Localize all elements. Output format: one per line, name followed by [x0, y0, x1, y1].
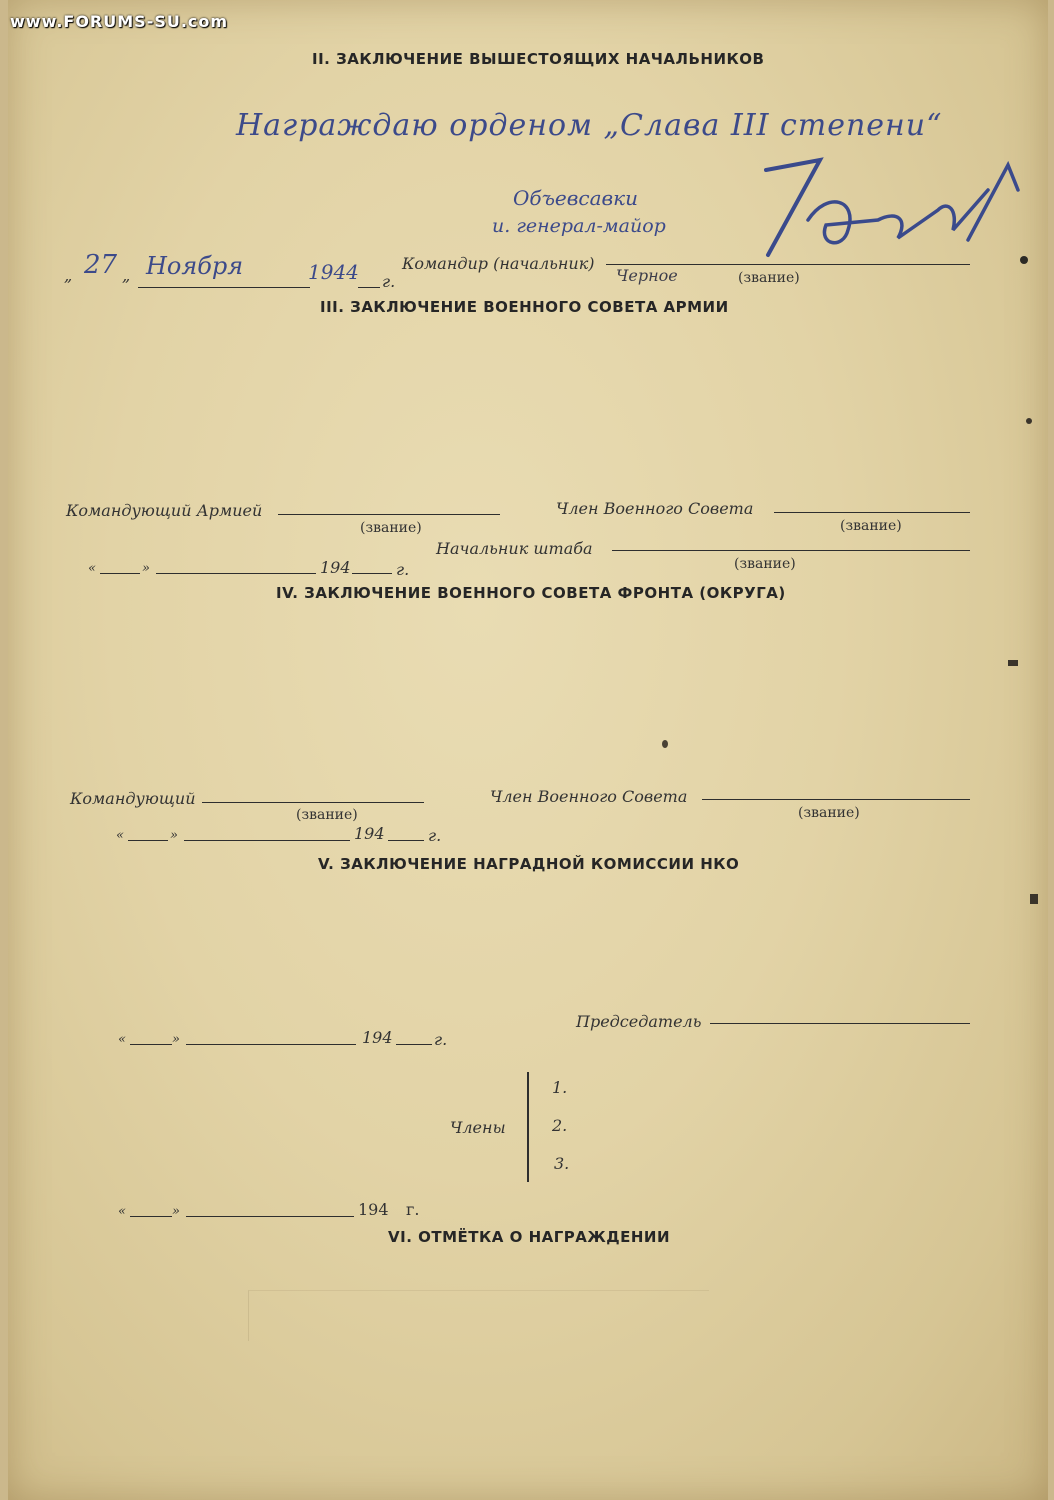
- document-sheet: [8, 0, 1048, 1500]
- front-council-member-rank-label: (звание): [798, 805, 860, 821]
- s4-date-year: 194: [354, 824, 385, 843]
- s5-date2-open: «: [118, 1204, 126, 1219]
- s5-date-close: »: [172, 1032, 180, 1047]
- s3-date-year: 194: [320, 558, 351, 577]
- army-commander-rank-label: (звание): [360, 520, 422, 536]
- member-3-number: 3.: [554, 1154, 570, 1173]
- s4-date-close: »: [170, 828, 178, 843]
- s5-date2-day-line: [130, 1216, 172, 1217]
- front-commander-label: Командующий: [70, 789, 196, 808]
- s5-date-year-line: [396, 1044, 432, 1045]
- commander-name: Черное: [616, 266, 678, 285]
- date-year: 1944: [308, 260, 359, 284]
- handwritten-unit: Объевсавки: [513, 186, 638, 210]
- commander-label: Командир (начальник): [402, 254, 595, 273]
- army-commander-label: Командующий Армией: [66, 501, 263, 520]
- s4-date-open: «: [116, 828, 124, 843]
- watermark-text: www.FORUMS-SU.com: [10, 12, 229, 31]
- punch-hole-mark: [1026, 418, 1032, 424]
- s5-date2-suffix: г.: [406, 1200, 420, 1219]
- s5-date-suffix: г.: [434, 1030, 448, 1049]
- s5-date-year: 194: [362, 1028, 393, 1047]
- chairman-line: [710, 1023, 970, 1024]
- punch-hole-mark: [1008, 660, 1018, 666]
- s5-date2-close: »: [172, 1204, 180, 1219]
- army-commander-line: [278, 514, 500, 515]
- s3-date-open: «: [88, 561, 96, 576]
- s4-date-day-line: [128, 840, 168, 841]
- chief-of-staff-label: Начальник штаба: [436, 539, 593, 558]
- date-suffix: г.: [382, 272, 396, 291]
- punch-hole-mark: [1030, 894, 1038, 904]
- s3-date-close: »: [142, 561, 150, 576]
- member-2-number: 2.: [552, 1116, 568, 1135]
- s3-date-day-line: [100, 573, 140, 574]
- s5-date-open: «: [118, 1032, 126, 1047]
- members-label: Члены: [450, 1118, 506, 1137]
- s4-date-month-line: [184, 840, 350, 841]
- council-member-rank-label: (звание): [840, 518, 902, 534]
- commander-rank-label: (звание): [738, 270, 800, 286]
- section-3-title: III. ЗАКЛЮЧЕНИЕ ВОЕННОГО СОВЕТА АРМИИ: [320, 298, 729, 316]
- front-council-member-label: Член Военного Совета: [490, 787, 688, 806]
- date-year-line: [358, 287, 380, 288]
- members-bracket: [527, 1072, 529, 1182]
- front-commander-line: [202, 802, 424, 803]
- commander-signature: [708, 150, 1038, 270]
- s3-date-month-line: [156, 573, 316, 574]
- section-5-title: V. ЗАКЛЮЧЕНИЕ НАГРАДНОЙ КОМИССИИ НКО: [318, 855, 740, 873]
- s5-date2-month-line: [186, 1216, 354, 1217]
- s4-date-year-line: [388, 840, 424, 841]
- chairman-label: Председатель: [576, 1012, 702, 1031]
- ink-spot: [662, 740, 668, 748]
- date-month-line: [138, 287, 310, 288]
- section-6-title: VI. ОТМЁТКА О НАГРАЖДЕНИИ: [388, 1228, 671, 1246]
- s4-date-suffix: г.: [428, 826, 442, 845]
- front-commander-rank-label: (звание): [296, 807, 358, 823]
- section-2-title: II. ЗАКЛЮЧЕНИЕ ВЫШЕСТОЯЩИХ НАЧАЛЬНИКОВ: [312, 50, 765, 68]
- commander-line: [606, 264, 970, 265]
- s3-date-suffix: г.: [396, 560, 410, 579]
- date-mid-quote: „: [122, 266, 131, 285]
- punch-hole-mark: [1020, 256, 1028, 264]
- s5-date-day-line: [130, 1044, 172, 1045]
- s5-date2-year: 194: [358, 1200, 389, 1219]
- chief-of-staff-rank-label: (звание): [734, 556, 796, 572]
- front-council-member-line: [702, 799, 970, 800]
- council-member-label: Член Военного Совета: [556, 499, 754, 518]
- handwritten-rank: и. генерал-майор: [492, 215, 666, 237]
- member-1-number: 1.: [552, 1078, 568, 1097]
- council-member-line: [774, 512, 970, 513]
- date-month: Ноября: [146, 252, 244, 280]
- date-open-quote: „: [64, 266, 73, 285]
- date-day: 27: [84, 250, 118, 280]
- paper-show-through: [248, 1290, 709, 1341]
- s3-date-year-line: [352, 573, 392, 574]
- s5-date-month-line: [186, 1044, 356, 1045]
- section-4-title: IV. ЗАКЛЮЧЕНИЕ ВОЕННОГО СОВЕТА ФРОНТА (ОКРУГА): [276, 584, 786, 602]
- handwritten-conclusion: Награждаю орденом „Слава III степени“: [236, 108, 943, 143]
- chief-of-staff-line: [612, 550, 970, 551]
